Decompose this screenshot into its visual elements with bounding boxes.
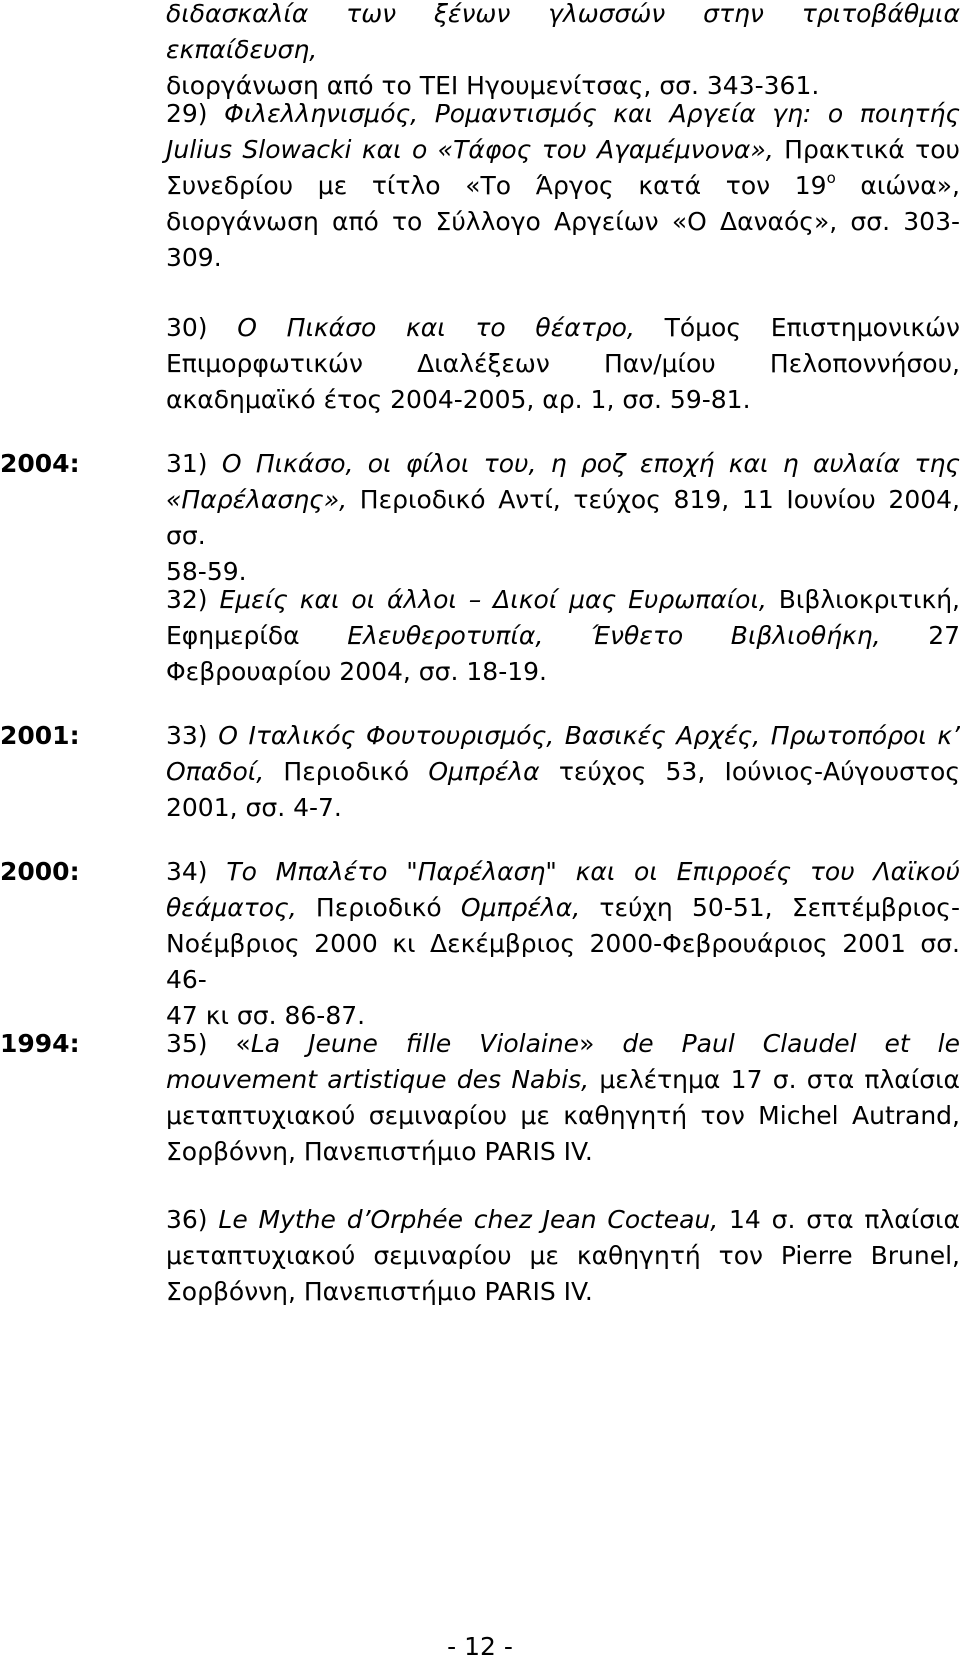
entry-line — [166, 618, 960, 654]
entry-line — [166, 718, 960, 754]
entry-line — [166, 1238, 960, 1274]
bibliography-entry — [166, 446, 960, 590]
italic-title-text: «Παρέλασης», — [166, 485, 348, 514]
entry-text: αιώνα», — [835, 171, 960, 200]
italic-title-text: διδασκαλία των ξένων γλωσσών στην τριτοβάθμια εκπαίδευση, — [166, 0, 960, 64]
entry-line — [166, 1098, 960, 1134]
entry-text: 33) — [166, 721, 219, 750]
bibliography-entry — [166, 582, 960, 690]
entry-text: 36) — [166, 1205, 219, 1234]
entry-text: ακαδημαϊκό έτος 2004-2005, αρ. 1, σσ. 59-81. — [166, 385, 751, 414]
entry-line — [166, 1274, 960, 1310]
entry-text: Σορβόννη, Πανεπιστήμιο PARIS IV. — [166, 1137, 593, 1166]
entry-text: 30) — [166, 313, 238, 342]
entry-text: Περιοδικό — [264, 757, 429, 786]
entry-text: 309. — [166, 243, 222, 272]
entry-text: μεταπτυχιακού σεμιναρίου με καθηγητή τον Michel Autrand, — [166, 1101, 960, 1130]
italic-title-text: Ένθετο Βιβλιοθήκη, — [590, 621, 881, 650]
italic-title-text: de Paul Claudel et le — [622, 1029, 960, 1058]
page-number: - 12 - — [447, 1632, 513, 1661]
entry-text: 32) — [166, 585, 220, 614]
bibliography-entry — [166, 854, 960, 1034]
entry-text: Σορβόννη, Πανεπιστήμιο PARIS IV. — [166, 1277, 593, 1306]
entry-line — [166, 446, 960, 482]
italic-title-text: Le Mythe d’Orphée chez Jean Cocteau, — [218, 1205, 719, 1234]
entry-text: 31) — [166, 449, 222, 478]
entry-line — [166, 346, 960, 382]
entry-line — [166, 926, 960, 998]
superscript-text: ο — [826, 169, 836, 187]
bibliography-entry — [166, 1202, 960, 1310]
entry-text: Νοέμβριος 2000 κι Δεκέμβριος 2000-Φεβρουάριος 2001 σσ. 46- — [166, 929, 960, 994]
entry-line — [166, 310, 960, 346]
entry-line — [166, 754, 960, 790]
entry-year: 2000: — [0, 857, 80, 886]
entry-year: 2004: — [0, 449, 80, 478]
entry-text: 34) — [166, 857, 227, 886]
italic-title-text: Το Μπαλέτο "Παρέλαση" και οι Επιρροές του Λαϊκού — [226, 857, 960, 886]
entry-text: 29) — [166, 99, 225, 128]
entry-text: διοργάνωση από το ΤΕΙ Ηγουμενίτσας, σσ. 343-361. — [166, 71, 820, 100]
entry-text: μεταπτυχιακού σεμιναρίου με καθηγητή τον Pierre Brunel, — [166, 1241, 960, 1270]
bibliography-entry — [166, 310, 960, 418]
entry-line — [166, 790, 960, 826]
bibliography-entry — [166, 718, 960, 826]
italic-title-text: Φιλελληνισμός, Ρομαντισμός και Αργεία γη: ο ποιητής — [224, 99, 960, 128]
entry-text: 27 — [880, 621, 960, 650]
italic-title-text: Εμείς και οι άλλοι – Δικοί μας Ευρωπαίοι, — [219, 585, 767, 614]
entry-text: Περιοδικό Αντί, τεύχος 819, 11 Ιουνίου 2004, σσ. — [166, 485, 960, 550]
entry-line — [166, 1134, 960, 1170]
bibliography-entry — [166, 96, 960, 276]
bibliography-entry — [166, 1026, 960, 1170]
entry-line — [166, 482, 960, 554]
entry-text: 35) « — [166, 1029, 251, 1058]
entry-text: τεύχος 53, Ιούνιος-Αύγουστος — [539, 757, 960, 786]
entry-text — [543, 621, 591, 650]
entry-text: Συνεδρίου με τίτλο «Το Άργος κατά τον 19 — [166, 171, 827, 200]
entry-text: Βιβλιοκριτική, — [766, 585, 960, 614]
italic-title-text: mouvement artistique des Nabis, — [166, 1065, 590, 1094]
entry-line — [166, 240, 960, 276]
italic-title-text: θεάματος, — [166, 893, 297, 922]
entry-line — [166, 96, 960, 132]
entry-text: τεύχη 50-51, Σεπτέμβριος- — [580, 893, 960, 922]
entry-text: » — [579, 1029, 623, 1058]
entry-text: Εφημερίδα — [166, 621, 348, 650]
italic-title-text: Ομπρέλα — [428, 757, 540, 786]
entry-line — [166, 132, 960, 168]
entry-text: μελέτημα 17 σ. στα πλαίσια — [589, 1065, 960, 1094]
entry-text: διοργάνωση από το Σύλλογο Αργείων «Ο Δαναός», σσ. 303- — [166, 207, 960, 236]
italic-title-text: La Jeune fille Violaine — [250, 1029, 580, 1058]
entry-line — [166, 1202, 960, 1238]
entry-line — [166, 382, 960, 418]
entry-line — [166, 890, 960, 926]
entry-year: 1994: — [0, 1029, 80, 1058]
entry-text: Φεβρουαρίου 2004, σσ. 18-19. — [166, 657, 547, 686]
bibliography-entry — [166, 0, 960, 104]
italic-title-text: Ο Πικάσο και το θέατρο, — [237, 313, 635, 342]
entry-text: 47 κι σσ. 86-87. — [166, 1001, 366, 1030]
entry-text: 14 σ. στα πλαίσια — [718, 1205, 960, 1234]
entry-line — [166, 854, 960, 890]
italic-title-text: Ο Πικάσο, οι φίλοι του, η ροζ εποχή και η αυλαία της — [221, 449, 960, 478]
italic-title-text: Οπαδοί, — [166, 757, 265, 786]
entry-text: Τόμος Επιστημονικών — [634, 313, 960, 342]
entry-line — [166, 0, 960, 68]
entry-line — [166, 168, 960, 204]
entry-text: Πρακτικά του — [773, 135, 960, 164]
italic-title-text: Ο Ιταλικός Φουτουρισμός, Βασικές Αρχές, Πρωτοπόροι κ’ — [218, 721, 960, 750]
italic-title-text: Ελευθεροτυπία, — [347, 621, 544, 650]
entry-year: 2001: — [0, 721, 80, 750]
entry-text: Επιμορφωτικών Διαλέξεων Παν/μίου Πελοποννήσου, — [166, 349, 960, 378]
entry-line — [166, 654, 960, 690]
italic-title-text: Ομπρέλα, — [460, 893, 581, 922]
entry-line — [166, 204, 960, 240]
entry-line — [166, 1026, 960, 1062]
entry-text: 2001, σσ. 4-7. — [166, 793, 342, 822]
italic-title-text: Julius Slowacki και ο «Τάφος του Αγαμέμνονα», — [166, 135, 774, 164]
entry-text: Περιοδικό — [296, 893, 461, 922]
entry-text: 58-59. — [166, 557, 247, 586]
entry-line — [166, 582, 960, 618]
entry-line — [166, 1062, 960, 1098]
